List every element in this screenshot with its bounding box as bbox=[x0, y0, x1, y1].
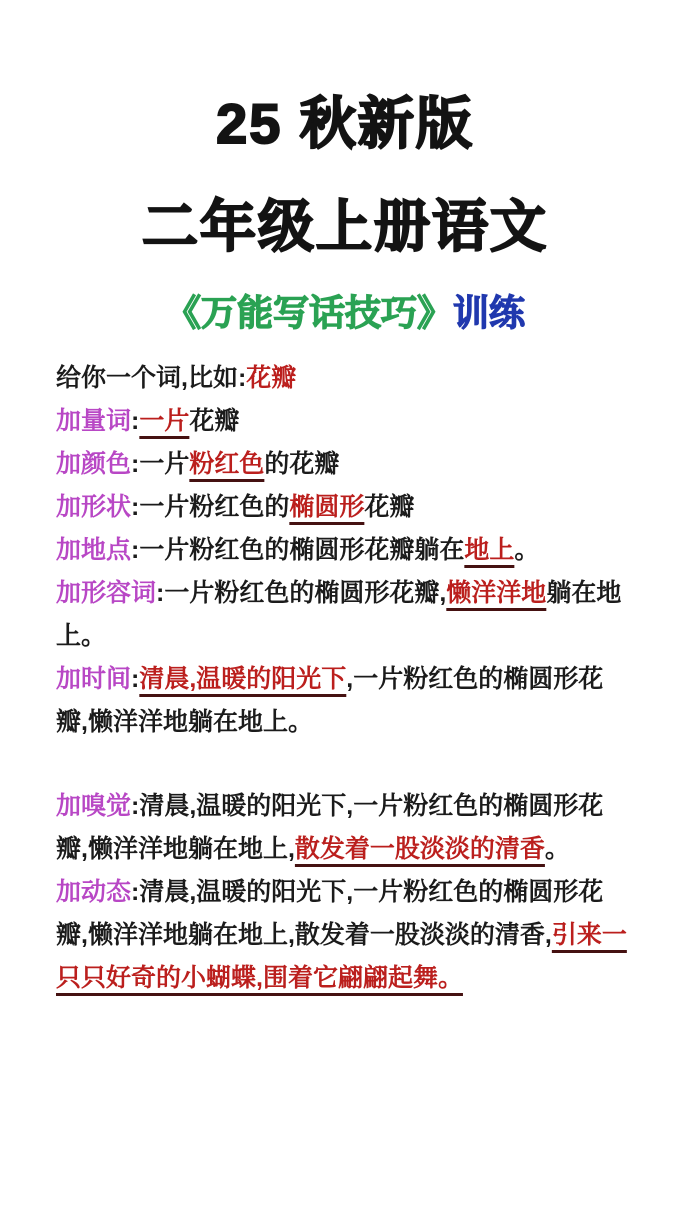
text-segment: 花瓣 bbox=[246, 363, 297, 392]
motion-line bbox=[56, 871, 634, 1000]
text-segment: :清晨,温暖的阳光下,一片粉红色的椭圆形花瓣,懒洋洋地躺在地上, bbox=[56, 791, 604, 863]
text-segment: 。 bbox=[544, 834, 570, 863]
text-segment: 花瓣 bbox=[189, 406, 240, 435]
time-line bbox=[56, 658, 634, 744]
text-segment: 花瓣 bbox=[364, 492, 415, 521]
text-segment: 椭圆形 bbox=[289, 492, 365, 521]
place-line bbox=[56, 529, 634, 572]
example-word-line bbox=[56, 357, 634, 400]
text-segment: :一片粉红色的椭圆形花瓣, bbox=[156, 578, 447, 607]
text-segment: 清晨,温暖的阳光下 bbox=[139, 664, 347, 693]
subtitle-suffix: 训练 bbox=[453, 291, 526, 333]
text-segment: 加量词 bbox=[56, 406, 132, 435]
subtitle-book-title: 《万能写话技巧》 bbox=[164, 291, 453, 333]
text-segment: 加地点 bbox=[56, 535, 132, 564]
text-segment: 加颜色 bbox=[56, 449, 132, 478]
text-segment: : bbox=[131, 664, 140, 693]
text-segment: 加时间 bbox=[56, 664, 132, 693]
title-line-1: 25 秋新版 bbox=[216, 92, 474, 155]
text-segment: 躺在地上。 bbox=[56, 578, 622, 650]
smell-line bbox=[56, 785, 634, 871]
text-segment: 加嗅觉 bbox=[56, 791, 132, 820]
shape-line bbox=[56, 486, 634, 529]
quantifier-line bbox=[56, 400, 634, 443]
text-segment: :一片粉红色的椭圆形花瓣躺在 bbox=[131, 535, 465, 564]
text-segment: :一片 bbox=[131, 449, 190, 478]
text-segment: 加形状 bbox=[56, 492, 132, 521]
text-segment: 的花瓣 bbox=[264, 449, 340, 478]
text-segment: 一片 bbox=[139, 406, 190, 435]
text-segment: 地上 bbox=[464, 535, 515, 564]
color-line bbox=[56, 443, 634, 486]
text-segment: :清晨,温暖的阳光下,一片粉红色的椭圆形花瓣,懒洋洋地躺在地上,散发着一股淡淡的清香, bbox=[56, 877, 604, 949]
text-segment: : bbox=[131, 406, 140, 435]
text-segment: ,一片粉红色的椭圆形花瓣,懒洋洋地躺在地上。 bbox=[56, 664, 604, 736]
text-segment: 引来一只只好奇的小蝴蝶,围着它翩翩起舞。 bbox=[56, 920, 627, 992]
text-segment: 懒洋洋地 bbox=[446, 578, 547, 607]
body-text bbox=[56, 357, 634, 1000]
text-segment: 加动态 bbox=[56, 877, 132, 906]
text-segment: 加形容词 bbox=[56, 578, 157, 607]
text-segment: 粉红色 bbox=[189, 449, 265, 478]
text-segment: 散发着一股淡淡的清香 bbox=[294, 834, 545, 863]
subtitle bbox=[56, 291, 634, 333]
adjective-line bbox=[56, 572, 634, 658]
text-segment: :一片粉红色的 bbox=[131, 492, 290, 521]
title-line-2: 二年级上册语文 bbox=[142, 194, 548, 258]
text-segment: 给你一个词,比如: bbox=[56, 363, 247, 392]
text-segment: 。 bbox=[514, 535, 540, 564]
